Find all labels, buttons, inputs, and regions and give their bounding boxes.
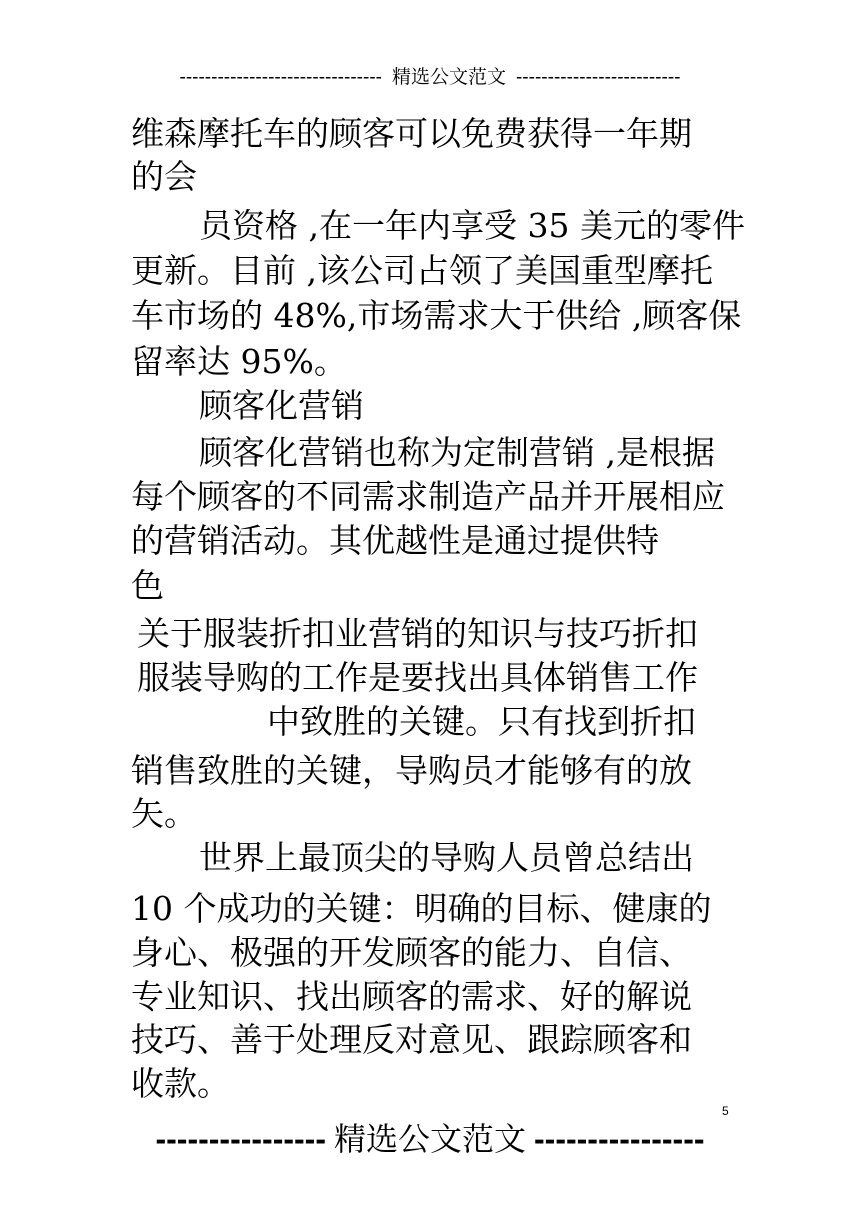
text-line: 每个顾客的不同需求制造产品并开展相应 (131, 477, 725, 516)
text-line: 身心、极强的开发顾客的能力、自信、 (131, 933, 692, 972)
text-line: 10 个成功的关键：明确的目标、健康的 (131, 889, 712, 928)
text-line: 世界上最顶尖的导购人员曾总结出 (199, 838, 694, 877)
text-line: 中致胜的关键。只有找到折扣 (267, 702, 696, 741)
text-line: 技巧、善于处理反对意见、跟踪顾客和 (131, 1020, 692, 1059)
page-number: 5 (722, 1104, 729, 1118)
text-line: 专业知识、找出顾客的需求、好的解说 (131, 977, 692, 1016)
text-line: 维森摩托车的顾客可以免费获得一年期 (131, 114, 692, 153)
text-line: 车市场的 48%,市场需求大于供给 ,顾客保 (131, 296, 742, 335)
header-label: 精选公文范文 (391, 66, 506, 88)
text-line: 色 (131, 566, 164, 605)
footer-left-rule: ---------------- (155, 1121, 326, 1157)
footer-right-rule: ---------------- (534, 1121, 705, 1157)
header-right-rule: -------------------------- (515, 67, 681, 88)
text-line: 关于服装折扣业营销的知识与技巧折扣 (137, 614, 698, 653)
subheading: 顾客化营销 (199, 386, 364, 425)
text-line: 矢。 (131, 794, 197, 833)
text-line: 服装导购的工作是要找出具体销售工作 (137, 658, 698, 697)
text-line: 更新。目前 ,该公司占领了美国重型摩托 (131, 251, 713, 290)
text-line: 的营销活动。其优越性是通过提供特 (131, 521, 659, 560)
text-line: 顾客化营销也称为定制营销 ,是根据 (199, 433, 715, 472)
text-line: 收款。 (131, 1064, 230, 1103)
header-left-rule: -------------------------------- (179, 67, 382, 88)
text-line: 的会 (131, 157, 197, 196)
text-line: 销售致胜的关键，导购员才能够有的放 (131, 751, 692, 790)
page-header (0, 62, 860, 93)
footer-label: 精选公文范文 (333, 1120, 526, 1158)
text-line: 员资格 ,在一年内享受 35 美元的零件 (199, 206, 745, 245)
page-footer (0, 1117, 860, 1161)
text-line: 留率达 95%。 (131, 342, 347, 381)
